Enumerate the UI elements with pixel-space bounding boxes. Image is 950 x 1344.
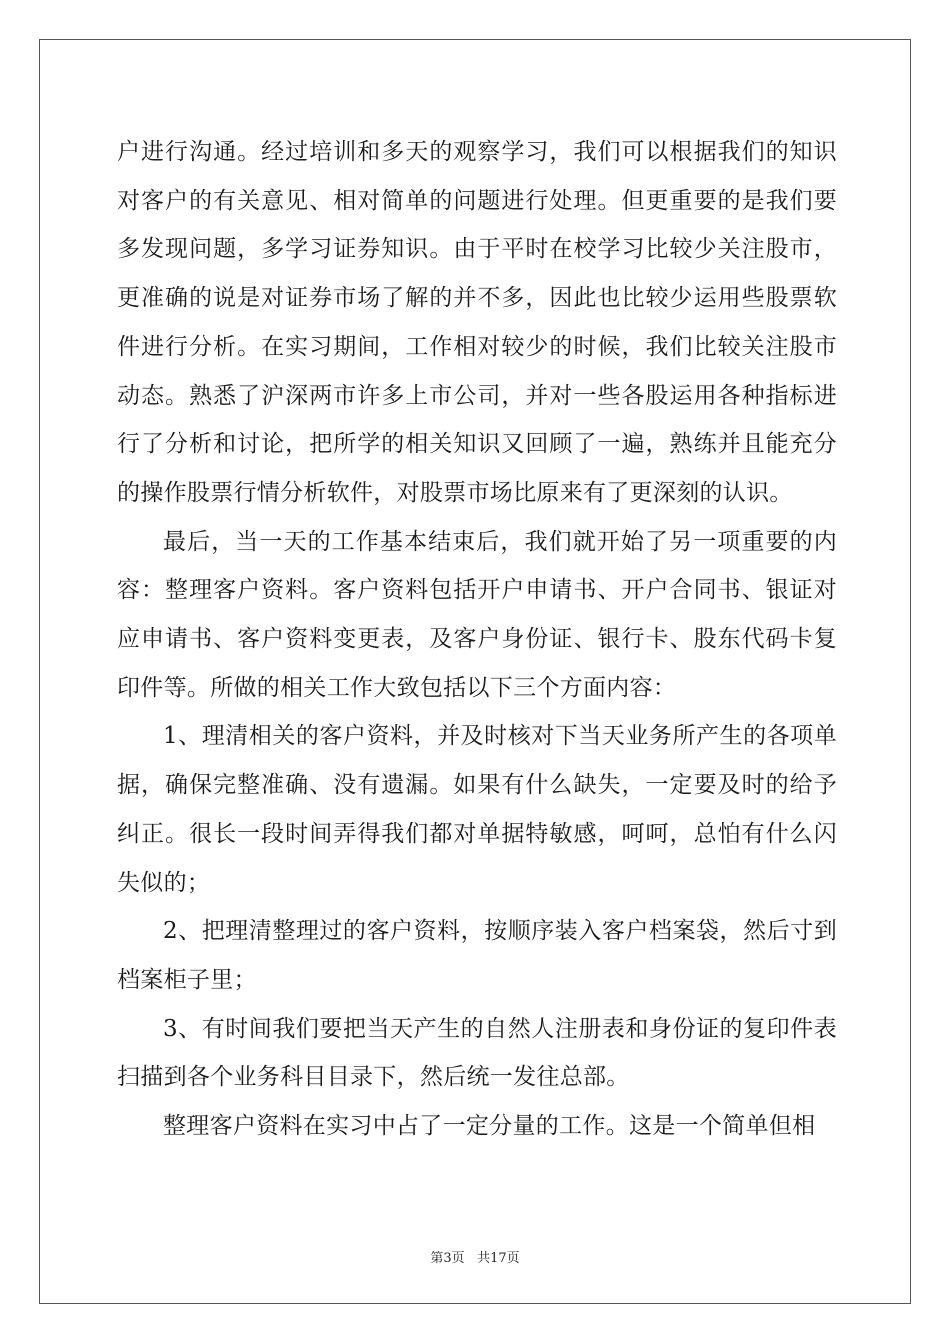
paragraph-3: 1、理清相关的客户资料，并及时核对下当天业务所产生的各项单据，确保完整准确、没有遗漏。如果有什么缺失，一定要及时的给予纠正。很长一段时间弄得我们都对单据特敏感，呵呵，总怕有什么闪失似的； [117, 723, 837, 896]
paragraph-2: 最后，当一天的工作基本结束后，我们就开始了另一项重要的内容：整理客户资料。客户资料包括开户申请书、开户合同书、银证对应申请书、客户资料变更表，及客户身份证、银行卡、股东代码卡复印件等。所做的相关工作大致包括以下三个方面内容： [117, 528, 837, 701]
page-number: 第3页 [430, 1251, 465, 1266]
paragraph-1: 户进行沟通。经过培训和多天的观察学习，我们可以根据我们的知识对客户的有关意见、相对简单的问题进行处理。但更重要的是我们要多发现问题，多学习证券知识。由于平时在校学习比较少关注股市，更准确的说是对证券市场了解的并不多，因此也比较少运用些股票软件进行分析。在实习期间，工作相对较少的时候，我们比较关注股市动态。熟悉了沪深两市许多上市公司，并对一些各股运用各种指标进行了分析和讨论，把所学的相关知识又回顾了一遍，熟练并且能充分的操作股票行情分析软件，对股票市场比原来有了更深刻的认识。 [117, 139, 837, 506]
document-body [117, 128, 837, 1151]
paragraph-6: 整理客户资料在实习中占了一定分量的工作。这是一个简单但相 [163, 1113, 816, 1140]
page-footer [0, 1247, 950, 1266]
paragraph-5: 3、有时间我们要把当天产生的自然人注册表和身份证的复印件表扫描到各个业务科目目录下，然后统一发往总部。 [117, 1015, 837, 1091]
paragraph-4: 2、把理清整理过的客户资料，按顺序装入客户档案袋，然后寸到档案柜子里； [117, 918, 837, 993]
page-total: 共17页 [477, 1251, 520, 1266]
